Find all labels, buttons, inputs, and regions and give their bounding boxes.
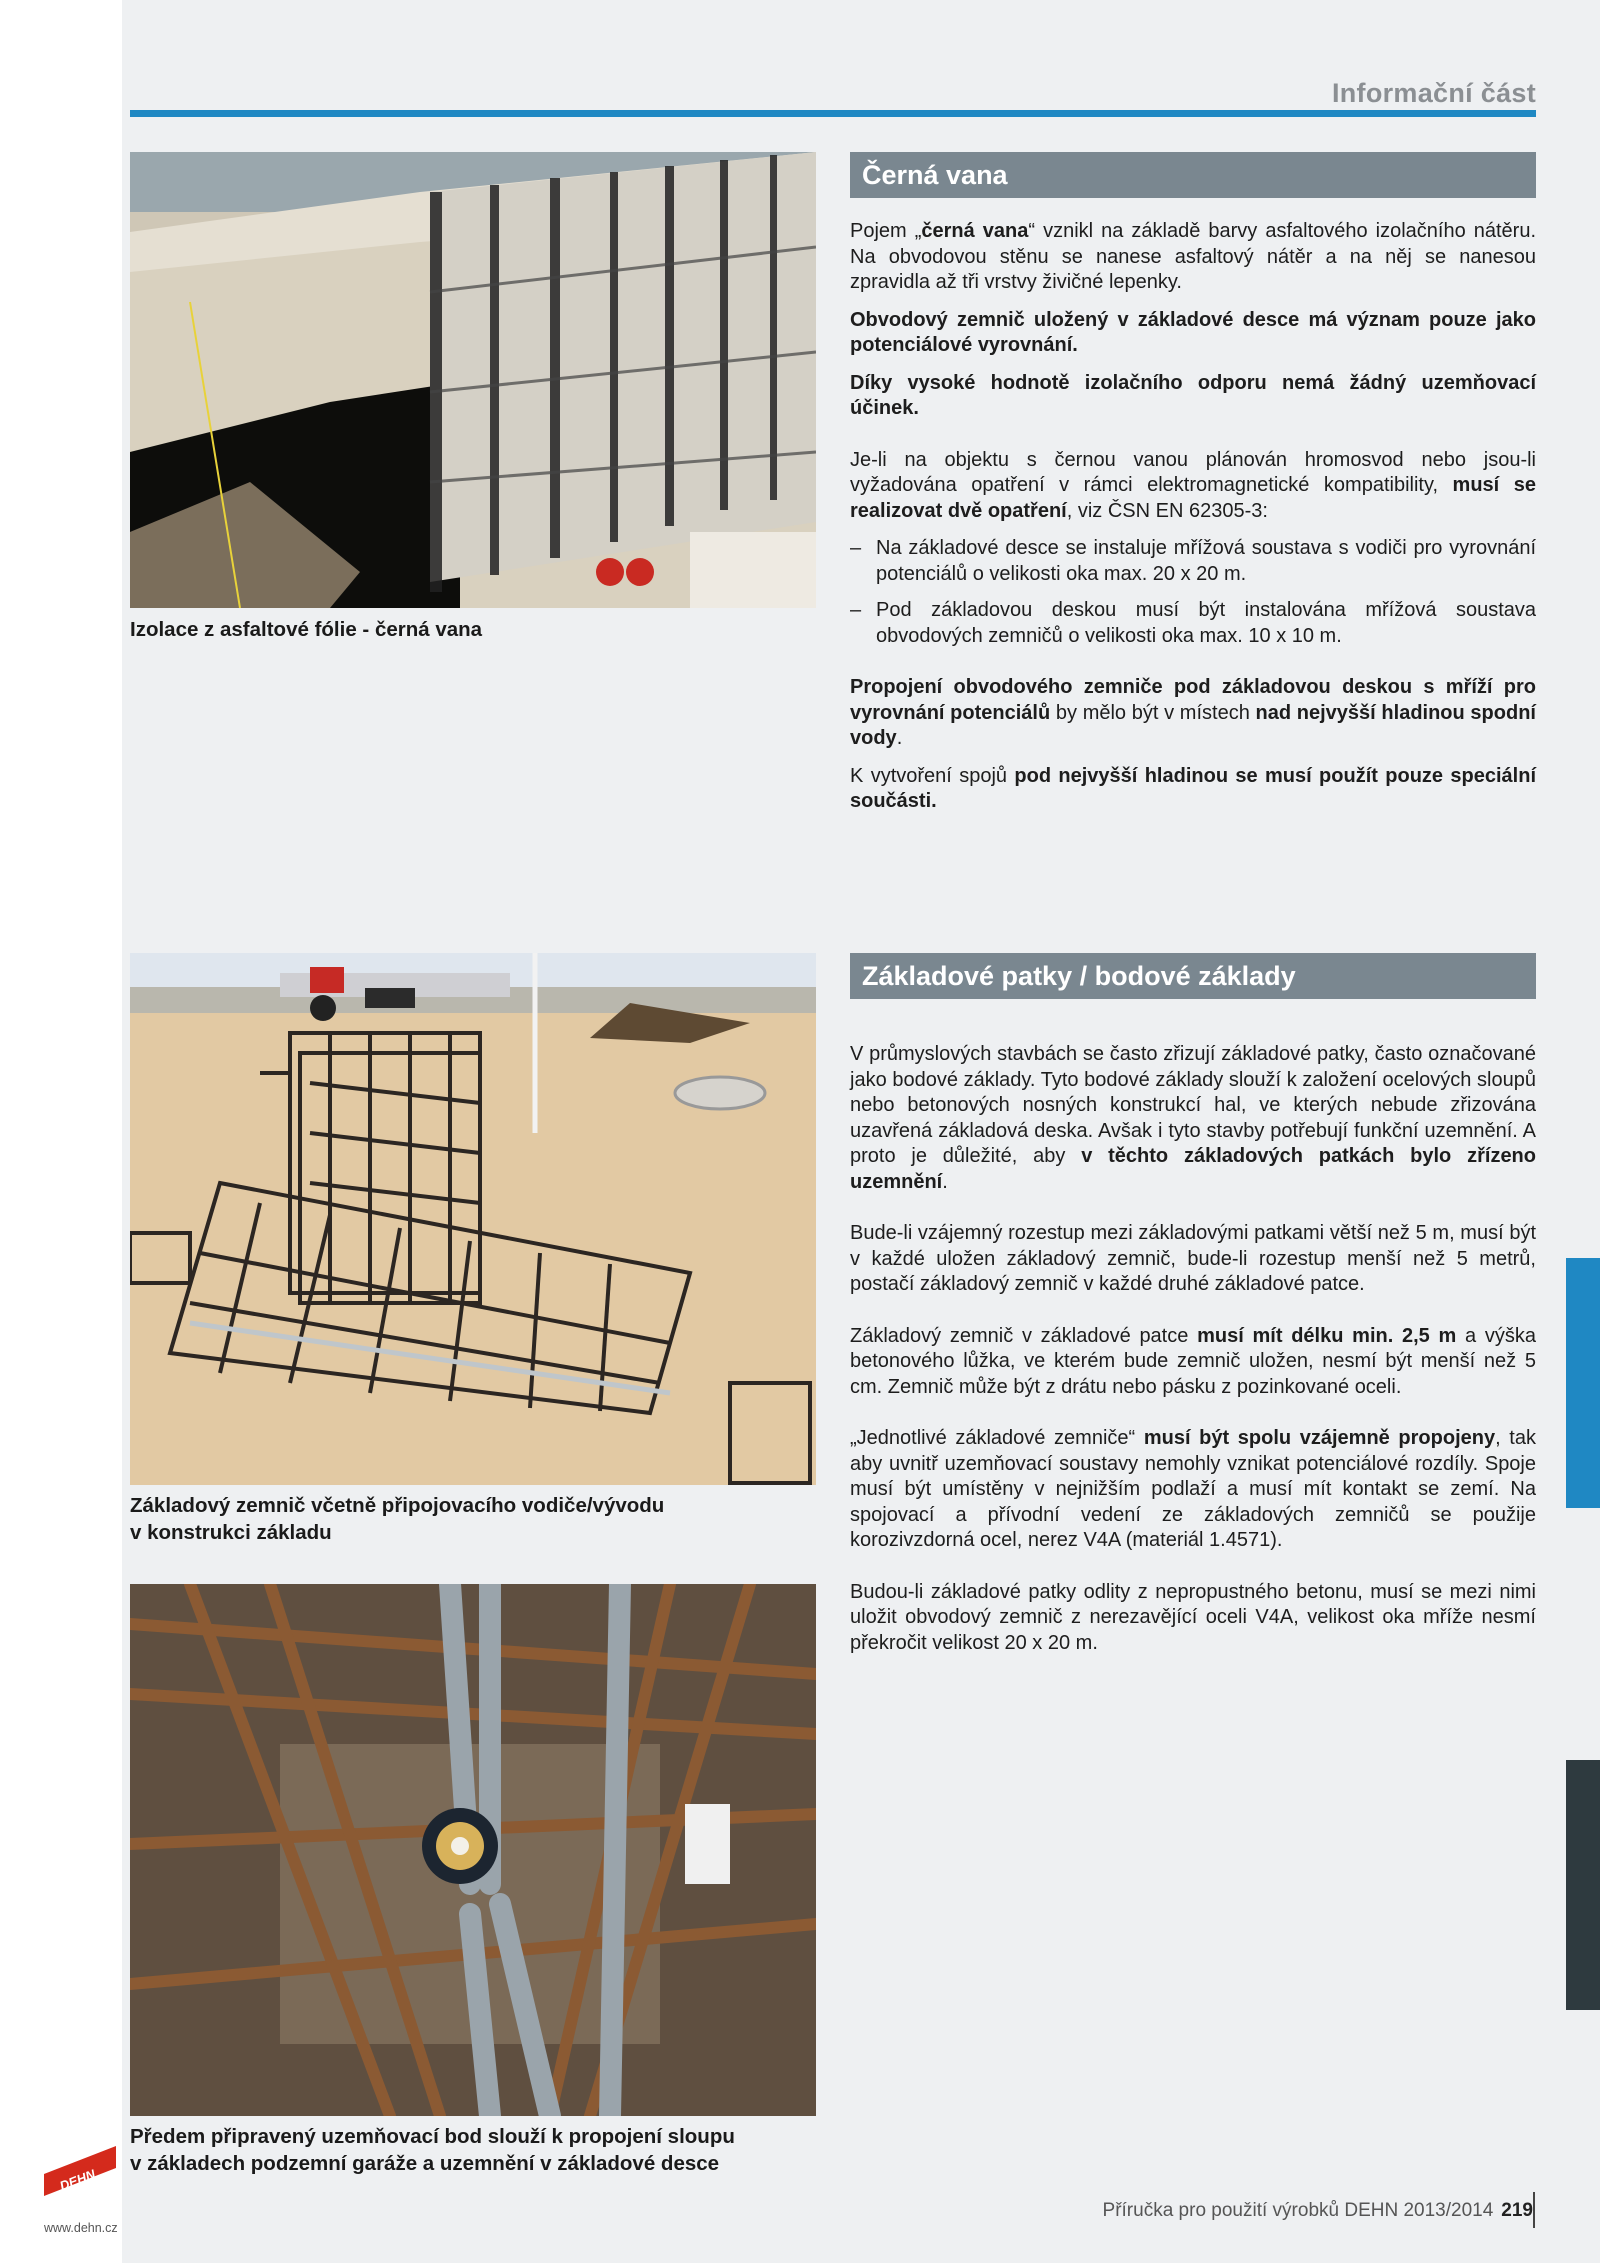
footer xyxy=(1103,2200,1533,2222)
photo-asphalt-wall xyxy=(130,152,816,608)
dehn-logo xyxy=(40,2138,120,2213)
photo-grounding-point xyxy=(130,1584,816,2116)
paragraph: Pojem „černá vana“ vznikl na základě barvy asfaltového izolačního nátěru. Na obvodovou stěnu se nanese asfaltový nátěr a na něj se nanesou zpravidla až tři vrstvy živičné lepenky. xyxy=(850,220,1537,293)
paragraph: Základový zemnič v základové patce musí mít délku min. 2,5 m a výška betonového lůžka, ve kterém bude zemnič uložen, nesmí být menší než 5 cm. Zemnič může být z drátu nebo pásku z pozinkované oceli. xyxy=(850,1324,1536,1398)
photo-rebar-foundation xyxy=(130,953,816,1485)
website-link[interactable]: www.dehn.cz xyxy=(44,2221,118,2235)
page-number: 219 xyxy=(1501,2200,1533,2221)
measures-list xyxy=(850,536,1536,649)
paragraph: „Jednotlivé základové zemniče“ musí být spolu vzájemně propojeny, tak aby uvnitř uzemňovací soustavy nemohly vznikat potenciálové rozdíly. Spoje musí být umístěny v nejnižším podlaží a musí mít kontakt se zemí. Na spojovací a přívodní vedení ze základových zemničů se použije korozivzdorná ocel, nerez V4A (materiál 1.4571). xyxy=(850,1427,1536,1551)
section-zakladove-patky-body xyxy=(850,1042,1536,1668)
paragraph: V průmyslových stavbách se často zřizují základové patky, často označované jako bodové základy. Tyto bodové základy slouží k založení ocelových sloupů nebo betonových nosných konstrukcí hal, ve kterých nebude zřizována uzavřená základová deska. Avšak i tyto stavby potřebují funkční uzemnění. A proto je důležité, aby v těchto základových patkách bylo zřízeno uzemnění. xyxy=(850,1043,1536,1193)
section-heading-cerna-vana: Černá vana xyxy=(850,152,1536,198)
logo-text: DEHN xyxy=(57,2166,98,2194)
section-heading-zakladove-patky: Základové patky / bodové základy xyxy=(850,953,1536,999)
paragraph: Propojení obvodového zemniče pod základovou deskou s mříží pro vyrovnání potenciálů by mělo být v místech nad nejvyšší hladinou spodní vody. xyxy=(850,676,1536,749)
photo2-caption xyxy=(130,1492,664,1546)
footer-text: Příručka pro použití výrobků DEHN 2013/2014 xyxy=(1102,2200,1494,2221)
chapter-tab-dark[interactable] xyxy=(1566,1760,1600,2010)
caption-line: Předem připravený uzemňovací bod slouží k propojení sloupu xyxy=(130,2125,735,2148)
section-cerna-vana-body xyxy=(850,219,1536,827)
header-rule xyxy=(130,110,1536,117)
paragraph-bold: Díky vysoké hodnotě izolačního odporu nemá žádný uzemňovací účinek. xyxy=(850,371,1536,419)
photo3-caption xyxy=(130,2123,735,2177)
caption-line: Základový zemnič včetně připojovacího vodiče/vývodu xyxy=(130,1494,665,1517)
list-item: – Pod základovou deskou musí být instalována mřížová soustava obvodových zemničů o velikosti oka max. 10 x 10 m. xyxy=(850,598,1536,649)
caption-line: v základech podzemní garáže a uzemnění v základové desce xyxy=(130,2152,720,2175)
footer-rule xyxy=(1533,2192,1535,2228)
photo1-caption: Izolace z asfaltové fólie - černá vana xyxy=(130,618,483,641)
paragraph: Bude-li vzájemný rozestup mezi základovými patkami větší než 5 m, musí být v každé uložen základový zemnič, bude-li rozestup menší než 5 metrů, postačí základový zemnič v každé druhé základové patce. xyxy=(850,1222,1536,1295)
chapter-tab-blue[interactable] xyxy=(1566,1258,1600,1508)
paragraph: K vytvoření spojů pod nejvyšší hladinou se musí použít pouze speciální součásti. xyxy=(850,764,1536,812)
paragraph: Je-li na objektu s černou vanou plánován hromosvod nebo jsou-li vyžadována opatření v rámci elektromagnetické kompatibility, musí se realizovat dvě opatření, viz ČSN EN 62305-3: xyxy=(850,448,1536,522)
paragraph: Budou-li základové patky odlity z nepropustného betonu, musí se mezi nimi uložit obvodový zemnič z nerezavějící oceli V4A, velikost oka mříže nesmí překročit velikost 20 x 20 m. xyxy=(850,1580,1536,1654)
section-title: Informační část xyxy=(1331,78,1536,108)
paragraph-bold: Obvodový zemnič uložený v základové desce má význam pouze jako potenciálové vyrovnání. xyxy=(850,308,1536,356)
caption-line: v konstrukci základu xyxy=(130,1521,332,1544)
list-item: – Na základové desce se instaluje mřížová soustava s vodiči pro vyrovnání potenciálů o velikosti oka max. 20 x 20 m. xyxy=(850,536,1536,587)
